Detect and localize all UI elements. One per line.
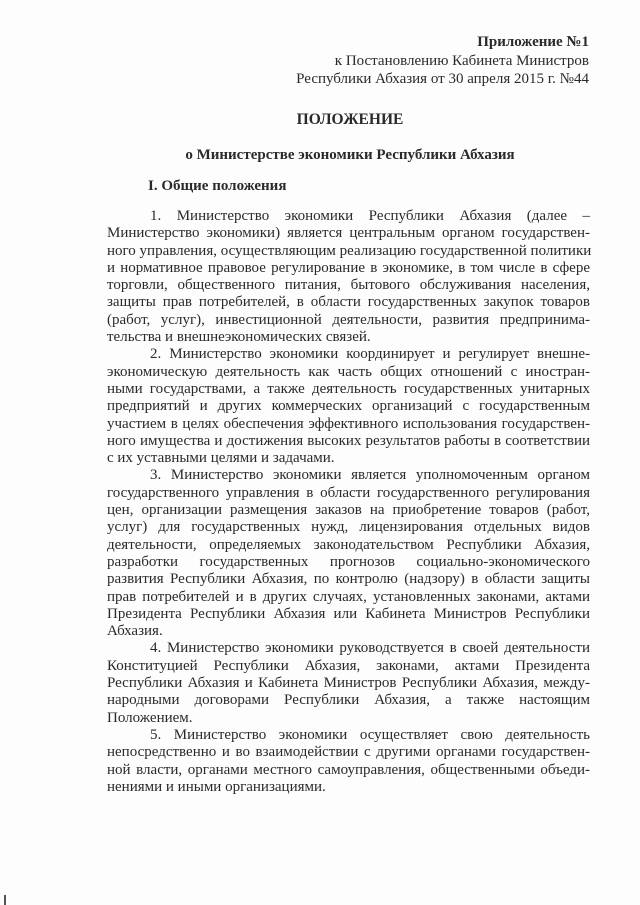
paragraph-line: 5. Министерство экономики осуществляет свою деятельность [150, 726, 590, 743]
paragraph [107, 640, 590, 726]
paragraph-line: нениями и иными организациями. [107, 778, 326, 795]
paragraph-line: предприятий и других коммерческих организаций с государственным [107, 398, 590, 415]
paragraph-line: 4. Министерство экономики руководствуется в своей деятельности [150, 640, 590, 657]
paragraph-line: защиты прав потребителей, в области государственных закупок товаров [107, 294, 590, 311]
paragraph-line: участием в целях обеспечения эффективного использования государствен- [107, 415, 590, 432]
paragraph-line: ными государствами, а также деятельность государственных унитарных [107, 380, 590, 397]
paragraph-line: 2. Министерство экономики координирует и регулирует внешне- [150, 346, 590, 363]
appendix-reference-line: к Постановлению Кабинета Министров [334, 52, 589, 69]
paragraph-line: деятельности, определяемых законодательством Республики Абхазия, [107, 536, 590, 553]
paragraph-line: с их уставными целями и задачами. [107, 450, 335, 467]
paragraph-line: тельства и внешнеэкономических связей. [107, 329, 371, 346]
paragraph-line: Президента Республики Абхазия или Кабинета Министров Республики [107, 605, 590, 622]
paragraph-line: разработки государственных прогнозов социально-экономического [107, 553, 590, 570]
section-heading: I. Общие положения [148, 178, 287, 194]
paragraph-line: государственного управления в области государственного регулирования [107, 484, 590, 501]
paragraph-line: и нормативное правовое регулирование в экономике, в том числе в сфере [107, 259, 590, 276]
paragraph-line: развития Республики Абхазия, по контролю (надзору) в области защиты [107, 571, 590, 588]
paragraph-line: 3. Министерство экономики является уполномоченным органом [150, 467, 590, 484]
paragraph-line: Абхазия. [107, 623, 163, 640]
paragraph-line: Республики Абхазия и Кабинета Министров Республики Абхазия, между- [107, 675, 590, 692]
paragraph-line: (работ, услуг), инвестиционной деятельности, развития предпринима- [107, 311, 590, 328]
appendix-header [296, 33, 589, 89]
paragraph-line: цен, организации размещения заказов на приобретение товаров (работ, [107, 502, 590, 519]
paragraph-line: ной власти, органами местного самоуправления, общественными объеди- [107, 761, 590, 778]
paragraph-line: Министерство экономики) является центральным органом государствен- [107, 225, 590, 242]
paragraph-line: 1. Министерство экономики Республики Абхазия (далее – [150, 208, 590, 224]
document-subtitle: о Министерстве экономики Республики Абхазия [185, 147, 515, 163]
paragraph [107, 727, 590, 796]
paragraph-line: торговли, общественного питания, бытового обслуживания населения, [107, 277, 590, 294]
paragraph-line: экономическую деятельность как часть общих отношений с иностран- [107, 363, 590, 380]
paragraph [107, 346, 590, 467]
paragraph-line: услуг) для государственных нужд, лицензирования отдельных видов [107, 519, 590, 536]
paragraph-line: народными договорами Республики Абхазия, а также настоящим [107, 692, 590, 709]
paragraph-line: ного управления, осуществляющим реализацию государственной политики [107, 242, 592, 259]
document-body [107, 208, 590, 796]
paragraph [107, 208, 590, 346]
paragraph [107, 467, 590, 640]
paragraph-line: непосредственно и во взаимодействии с другими органами государствен- [107, 744, 590, 761]
paragraph-line: ного имущества и достижения высоких результатов работы в соответствии [107, 432, 590, 449]
scan-mark [4, 895, 6, 905]
document-title: ПОЛОЖЕНИЕ [296, 111, 404, 128]
paragraph-line: прав потребителей и в других случаях, установленных законами, актами [107, 588, 590, 605]
paragraph-line: Конституцией Республики Абхазия, законами, актами Президента [107, 657, 590, 674]
paragraph-line: Положением. [107, 709, 193, 726]
appendix-reference-line: Республики Абхазия от 30 апреля 2015 г. №44 [296, 71, 589, 87]
appendix-number: Приложение №1 [477, 34, 589, 50]
